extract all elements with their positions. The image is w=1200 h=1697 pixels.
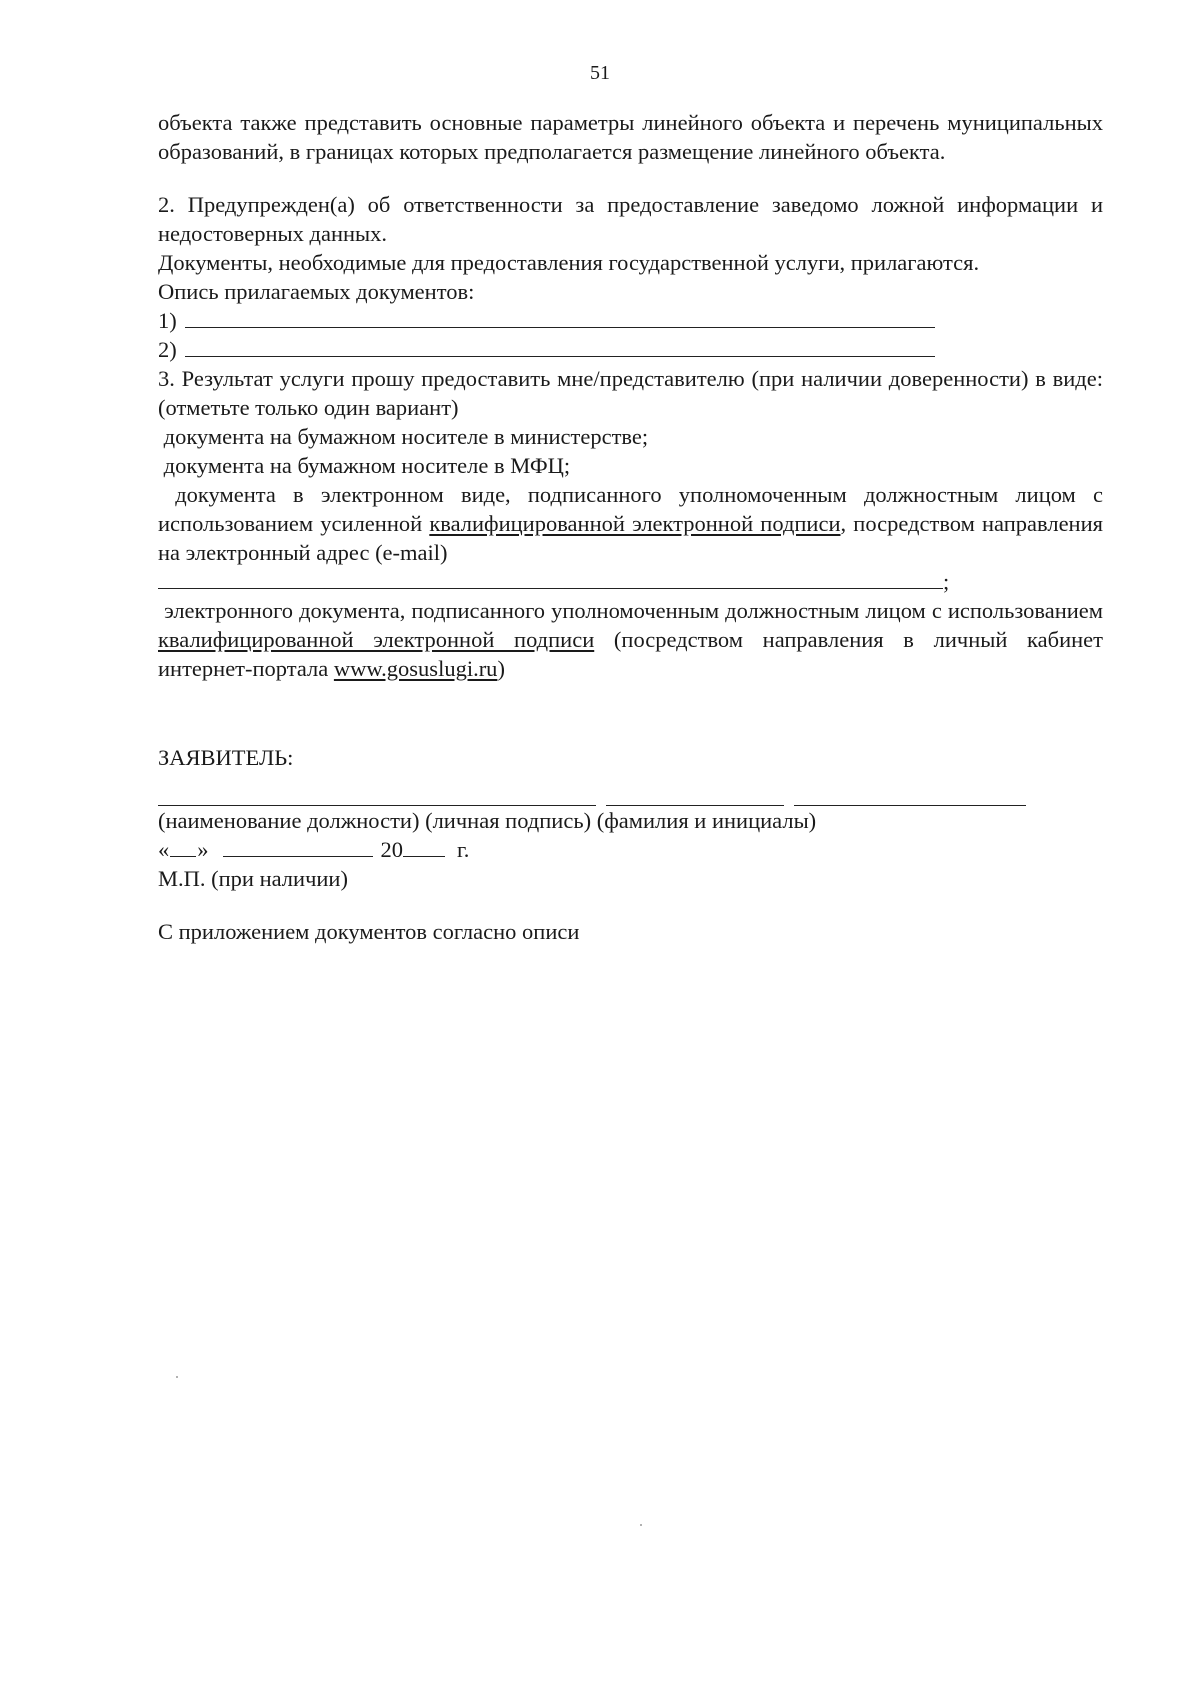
date-line (158, 835, 1103, 864)
date-day-field[interactable] (170, 855, 196, 857)
email-field-row (158, 567, 1103, 596)
date-month-field[interactable] (223, 855, 373, 857)
email-field[interactable] (158, 587, 943, 589)
option-electronic-text-1: документа в электронном виде, подписанного уполномоченным должностным лицом с использованием усиленной (158, 482, 1103, 536)
signature-caption: (наименование должности) (личная подпись) (фамилия и инициалы) (158, 808, 817, 833)
option-portal-text-1: электронного документа, подписанного уполномоченным должностным лицом с использованием (164, 598, 1103, 623)
inventory-entry-number: 2) (158, 337, 177, 362)
scan-speck (640, 1524, 642, 1526)
option-electronic-signature-term: квалифицированной электронной подписи (429, 511, 841, 536)
inventory-entry-1-blank[interactable] (185, 326, 935, 328)
option-paper-mfc[interactable] (158, 451, 1103, 480)
documents-attached-note: Документы, необходимые для предоставления государственной услуги, прилагаются. (158, 250, 980, 275)
option-portal[interactable] (158, 596, 1103, 683)
inventory-label: Опись прилагаемых документов: (158, 279, 475, 304)
paragraph-gap (158, 893, 1103, 917)
option-portal-text-2: (посредством направления в личный кабинет интернет-портала (158, 627, 1103, 681)
inventory-entry-1 (158, 306, 1103, 335)
seal-note: М.П. (при наличии) (158, 866, 348, 891)
email-terminator: ; (943, 569, 950, 594)
option-paper-mfc-label: документа на бумажном носителе в МФЦ; (163, 453, 571, 478)
option-paper-ministry[interactable] (158, 422, 1103, 451)
option-paper-ministry-label: документа на бумажном носителе в министерстве; (163, 424, 649, 449)
option-portal-end: ) (497, 656, 505, 681)
applicant-label: ЗАЯВИТЕЛЬ: (158, 745, 294, 770)
date-year-field[interactable] (403, 855, 445, 857)
option-electronic-text-2: , посредством направления на электронный адрес (e-mail) (158, 511, 1103, 565)
liability-warning: 2. Предупрежден(а) об ответственности за предоставление заведомо ложной информации и недостоверных данных. (158, 192, 1103, 246)
date-close-quote: » (197, 837, 209, 862)
full-name-field[interactable] (794, 804, 1026, 806)
inventory-entry-2-blank[interactable] (185, 355, 935, 357)
portal-url-link[interactable]: www.gosuslugi.ru (333, 656, 498, 681)
document-body (158, 108, 1103, 946)
paragraph-gap (158, 166, 1103, 190)
option-electronic-email[interactable] (158, 480, 1103, 567)
signature-lines (158, 780, 1103, 806)
date-year-prefix: 20 (380, 837, 403, 862)
date-open-quote: « (158, 837, 170, 862)
inventory-entry-number: 1) (158, 308, 177, 333)
attachments-note: С приложением документов согласно описи (158, 919, 580, 944)
result-method-heading: 3. Результат услуги прошу предоставить мне/представителю (при наличии доверенности) в виде: (отметьте только один вариант) (158, 366, 1103, 420)
scan-speck (176, 1376, 178, 1378)
date-year-suffix: г. (457, 837, 470, 862)
inventory-entry-2 (158, 335, 1103, 364)
intro-paragraph: объекта также представить основные параметры линейного объекта и перечень муниципальных образований, в границах которых предполагается размещение линейного объекта. (158, 110, 1103, 164)
option-portal-signature-term: квалифицированной электронной подписи (158, 627, 595, 652)
page-number: 51 (590, 62, 610, 84)
